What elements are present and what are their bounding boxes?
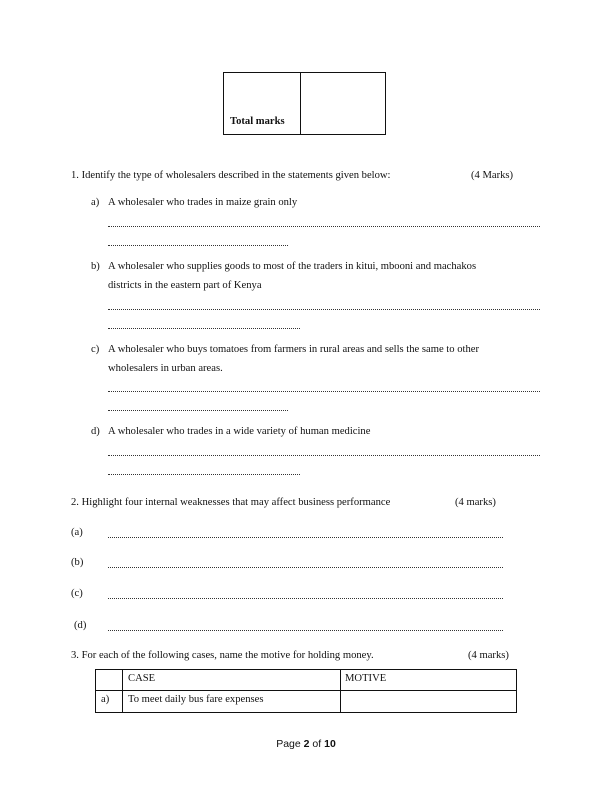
- q3-stem: 3. For each of the following cases, name the motive for holding money.: [71, 650, 374, 661]
- answer-line[interactable]: [108, 598, 503, 599]
- row-case: To meet daily bus fare expenses: [128, 694, 264, 705]
- q1c-text: A wholesaler who buys tomatoes from farmers in rural areas and sells the same to other: [108, 344, 479, 355]
- divider: [300, 72, 301, 135]
- answer-line[interactable]: [108, 410, 288, 411]
- motive-table: [95, 669, 517, 713]
- answer-line[interactable]: [108, 474, 300, 475]
- col-divider: [122, 669, 123, 713]
- page-word: Page: [276, 738, 301, 750]
- answer-line[interactable]: [108, 245, 288, 246]
- answer-line[interactable]: [108, 537, 503, 538]
- answer-line[interactable]: [108, 630, 503, 631]
- q2-stem: 2. Highlight four internal weaknesses that may affect business performance: [71, 497, 391, 508]
- q1d-label: d): [91, 426, 100, 437]
- answer-line[interactable]: [108, 226, 540, 227]
- q2b-label: (b): [71, 557, 84, 568]
- q2d-label: (d): [74, 620, 87, 631]
- q1-marks: (4 Marks): [471, 170, 514, 181]
- header-case: CASE: [128, 673, 156, 684]
- q1c-text-2: wholesalers in urban areas.: [108, 363, 223, 374]
- q1-stem: 1. Identify the type of wholesalers described in the statements given below:: [71, 170, 391, 181]
- header-motive: MOTIVE: [345, 673, 387, 684]
- answer-line[interactable]: [108, 567, 503, 568]
- q1c-label: c): [91, 344, 100, 355]
- q2c-label: (c): [71, 588, 83, 599]
- q2-marks: (4 marks): [455, 497, 496, 508]
- of-word: of: [312, 738, 322, 750]
- q1a-text: A wholesaler who trades in maize grain only: [108, 197, 298, 208]
- page-footer: [0, 738, 612, 750]
- answer-line[interactable]: [108, 309, 540, 310]
- col-divider: [340, 669, 341, 713]
- answer-line[interactable]: [108, 455, 540, 456]
- q1a-label: a): [91, 197, 100, 208]
- answer-line[interactable]: [108, 328, 300, 329]
- row-label: a): [101, 694, 110, 705]
- q1b-text-2: districts in the eastern part of Kenya: [108, 280, 262, 291]
- answer-line[interactable]: [108, 391, 540, 392]
- q1b-label: b): [91, 261, 100, 272]
- page-total: 10: [324, 738, 336, 750]
- q3-marks: (4 marks): [468, 650, 509, 661]
- q1d-text: A wholesaler who trades in a wide variety of human medicine: [108, 426, 371, 437]
- total-marks-label: Total marks: [230, 116, 285, 127]
- q1b-text: A wholesaler who supplies goods to most of the traders in kitui, mbooni and machakos: [108, 261, 477, 272]
- q2a-label: (a): [71, 527, 83, 538]
- page-number: 2: [303, 738, 310, 750]
- row-divider: [95, 690, 517, 691]
